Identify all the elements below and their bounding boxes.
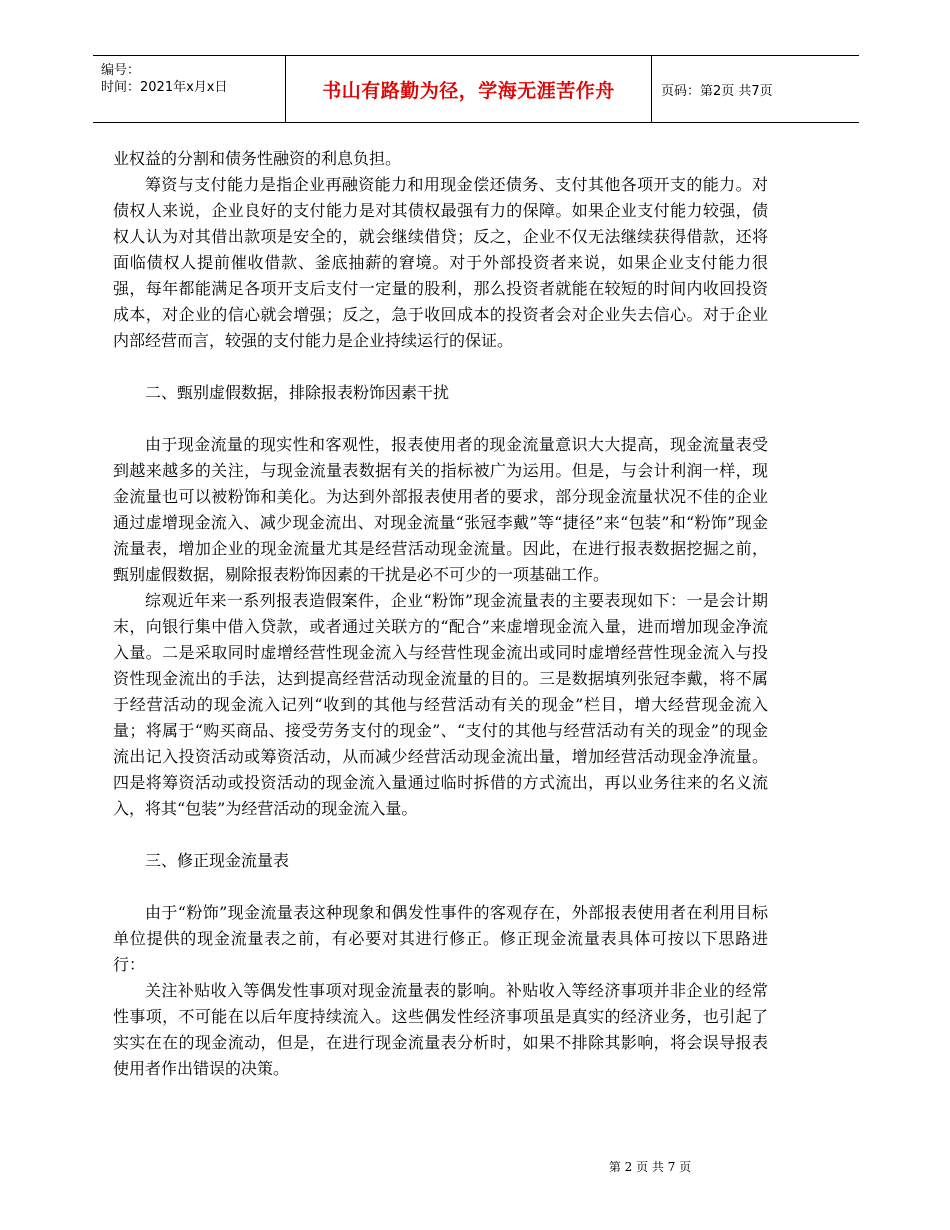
paragraph-continued: 业权益的分割和债务性融资的利息负担。 [113, 149, 402, 168]
page-footer [0, 1158, 950, 1175]
paragraph: 筹资与支付能力是指企业再融资能力和用现金偿还债务、支付其他各项开支的能力。对债权人来说，企业良好的支付能力是对其债权最强有力的保障。如果企业支付能力较强，债权人认为对其借出款项是安全的，就会继续借贷；反之，企业不仅无法继续获得借款，还将面临债权人提前催收借款、釜底抽薪的窘境。对于外部投资者来说，如果企业支付能力很强，每年都能满足各项开支后支付一定量的股利，那么投资者就能在较短的时间内收回投资成本，对企业的信心就会增强；反之，急于收回成本的投资者会对企业失去信心。对于企业内部经营而言，较强的支付能力是企业持续运行的保证。 [113, 175, 768, 350]
paragraph: 关注补贴收入等偶发性事项对现金流量表的影响。补贴收入等经济事项并非企业的经常性事项，不可能在以后年度持续流入。这些偶发性经济事项虽是真实的经济业务，也引起了实实在在的现金流动，但是，在进行现金流量表分析时，如果不排除其影响，将会误导报表使用者作出错误的决策。 [113, 981, 768, 1078]
paragraph: 综观近年来一系列报表造假案件，企业“粉饰”现金流量表的主要表现如下：一是会计期末，向银行集中借入贷款，或者通过关联方的“配合”来虚增现金流入量，进而增加现金净流入量。二是采取同时虚增经营性现金流入与经营性现金流出或同时虚增经营性现金流入与投资性现金流出的手法，达到提高经营活动现金流量的目的。三是数据填列张冠李戴，将不属于经营活动的现金流入记列“收到的其他与经营活动有关的现金”栏目，增大经营现金流入量；将属于“购买商品、接受劳务支付的现金”、“支付的其他与经营活动有关的现金”的现金流出记入投资活动或筹资活动，从而减少经营活动现金流出量，增加经营活动现金净流量。四是将筹资活动或投资活动的现金流入量通过临时拆借的方式流出，再以业务往来的名义流入，将其“包装”为经营活动的现金流入量。 [113, 591, 768, 818]
footer-page-number: 第 2 页 共 7 页 [608, 1160, 692, 1174]
header-page-cell [651, 56, 869, 122]
section-heading-3: 三、修正现金流量表 [145, 851, 290, 870]
paragraph: 由于现金流量的现实性和客观性，报表使用者的现金流量意识大大提高，现金流量表受到越来越多的关注，与现金流量表数据有关的指标被广为运用。但是，与会计利润一样，现金流量也可以被粉饰和美化。为达到外部报表使用者的要求，部分现金流量状况不佳的企业通过虚增现金流入、减少现金流出、对现金流量“张冠李戴”等“捷径”来“包装”和“粉饰”现金流量表，增加企业的现金流量尤其是经营活动现金流量。因此，在进行报表数据挖掘之前，甄别虚假数据，剔除报表粉饰因素的干扰是必不可少的一项基础工作。 [113, 435, 768, 584]
document-body [113, 146, 768, 1082]
document-number-label: 编号： [101, 63, 141, 78]
header-motto: 书山有路勤为径，学海无涯苦作舟 [322, 79, 615, 102]
header-motto-cell [285, 56, 652, 122]
document-time-label: 时间：2021年x月x日 [101, 80, 228, 95]
header-meta [93, 56, 285, 122]
header-page-label: 页码：第2页 共7页 [661, 83, 773, 99]
page-header [93, 55, 859, 123]
section-heading-2: 二、甄别虚假数据，排除报表粉饰因素干扰 [145, 383, 450, 402]
paragraph: 由于“粉饰”现金流量表这种现象和偶发性事件的客观存在，外部报表使用者在利用目标单位提供的现金流量表之前，有必要对其进行修正。修正现金流量表具体可按以下思路进行： [113, 903, 768, 974]
